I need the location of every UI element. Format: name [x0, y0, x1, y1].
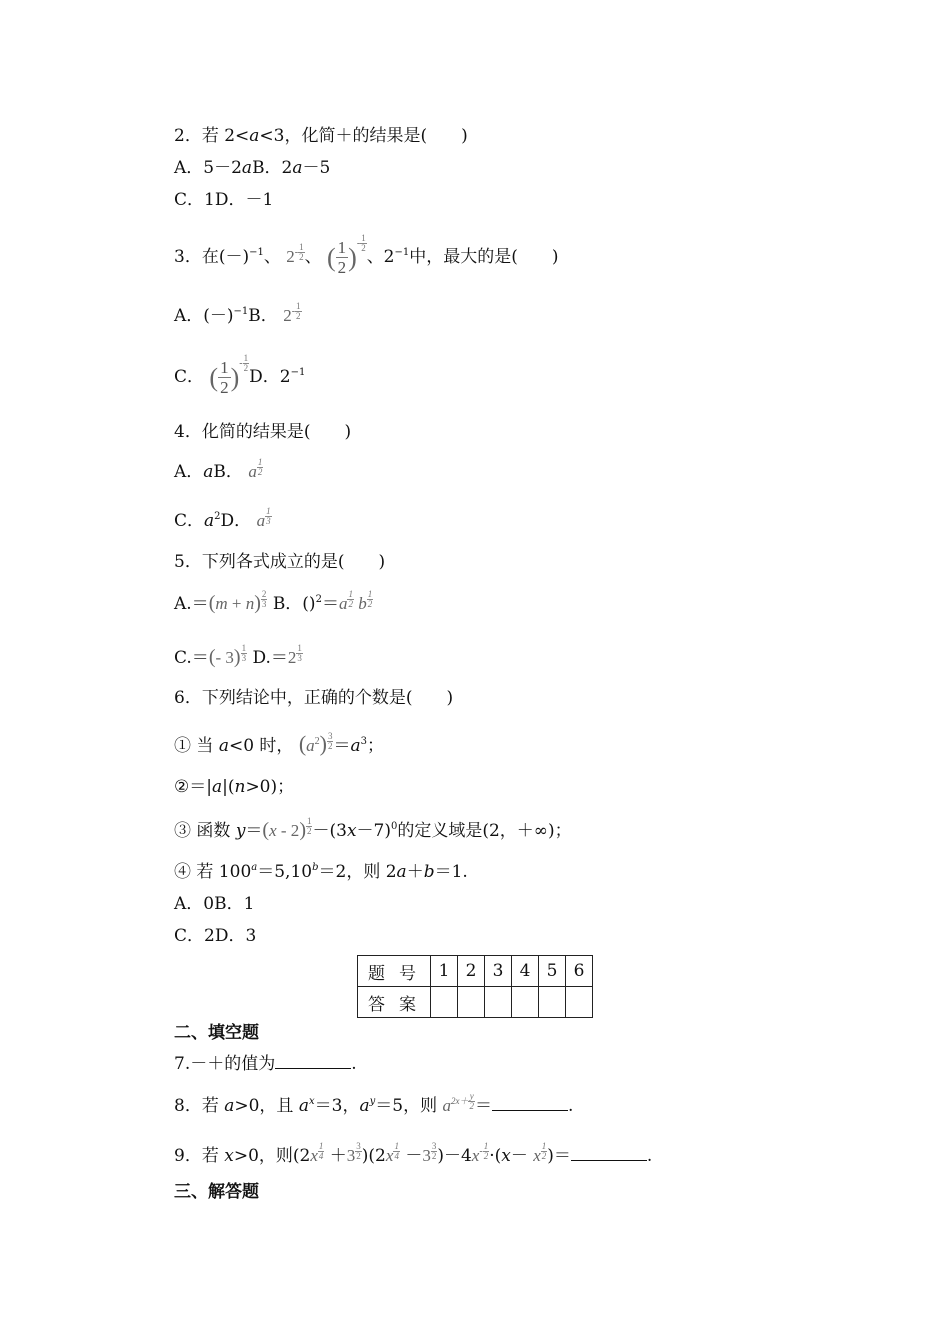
q4-options-ab: A．aB． a $^{\frac{1}{2}}$	[174, 457, 263, 482]
answer-table	[357, 955, 593, 1018]
q5-stem: 5．下列各式成立的是( )	[174, 552, 386, 572]
q2-options-cd: C．1D．－1	[174, 190, 274, 210]
q7-answer-blank[interactable]	[275, 1054, 351, 1069]
answer-table-number: 2	[458, 956, 485, 987]
q2-options-ab: A．5－2aB．2a－5	[174, 158, 331, 178]
answer-table-number: 6	[566, 956, 593, 987]
answer-table-answer-row	[358, 987, 593, 1018]
section-solve-title: 三、解答题	[174, 1182, 259, 1202]
q8-answer-blank[interactable]	[492, 1096, 568, 1111]
power-2-neg-half: $2^{- \frac{1}{2}}$	[286, 242, 304, 266]
answer-cell[interactable]	[485, 987, 512, 1018]
half-power-neg-half: ( $\frac{1}{2}$ )$^{- \frac{1}{2}}$	[327, 233, 366, 278]
answer-table-header-row	[358, 956, 593, 987]
section-fill-in-title: 二、填空题	[174, 1023, 259, 1043]
answer-table-label-number: 题号	[358, 956, 431, 987]
q6-options-ab: A．0B．1	[174, 894, 255, 914]
answer-cell[interactable]	[458, 987, 485, 1018]
q6-stem: 6．下列结论中，正确的个数是( )	[174, 688, 454, 708]
q3-options-ab: A．$(-)^{-1}B$． $2^{- \frac{1}{2}}$	[174, 301, 301, 326]
answer-table-number: 1	[431, 956, 458, 987]
answer-table-number: 4	[512, 956, 539, 987]
q6-options-cd: C．2D．3	[174, 926, 257, 946]
q5-options-ab: A.＝(m + n) $^{\frac{2}{3}}$ B．()$^2$＝a $^{\frac{1}{2}}$ b $^{\frac{1}{2}}$	[174, 589, 373, 614]
answer-cell[interactable]	[566, 987, 593, 1018]
q6-statement-1: ① 当 a<0 时， $(a^2)$ $^{\frac{3}{2}}$ $=a^3$；	[174, 731, 384, 756]
answer-cell[interactable]	[512, 987, 539, 1018]
q7: 7.－＋的值为 .	[174, 1054, 357, 1074]
q6-statement-3: ③ 函数 y＝(x - 2) $^{\frac{1}{2}}$ $-(3x-7)^0$的定义域是(2，＋∞)；	[174, 816, 572, 841]
q9: 9．若 x>0，则(2x $^{\frac{1}{4}}$ ＋3 $^{\frac{3}{2}}$ )(2x $^{\frac{1}{4}}$ －3 $^{\frac{3}{2}}$ )$-4x^{- \frac{1}{2}}$ ·(x－ x $^{\frac{1}{2}}$ )＝ .	[174, 1141, 653, 1166]
q3-stem: 3．在$(-)^{-1}$、 $2^{- \frac{1}{2}}$ 、 ( $\frac{1}{2}$ )$^{- \frac{1}{2}}$ 、$2^{-1}$中，最大的是( )	[174, 233, 559, 278]
answer-table-number: 3	[485, 956, 512, 987]
answer-cell[interactable]	[539, 987, 566, 1018]
q8: 8．若 a>0，且 $a^x=3$，$a^y=5$，则 $a^{2x+ \frac{y}{2}}$ ＝ .	[174, 1091, 574, 1116]
answer-cell[interactable]	[431, 987, 458, 1018]
q9-answer-blank[interactable]	[571, 1146, 647, 1161]
q4-stem: 4．化简的结果是( )	[174, 422, 352, 442]
q6-statement-2: ②＝|a|(n>0)；	[174, 777, 295, 797]
q5-options-cd: C.＝(- 3) $^{\frac{1}{3}}$ D.＝2 $^{\frac{1}{3}}$	[174, 643, 302, 668]
q4-options-cd: C．$a^2D$． a $^{\frac{1}{3}}$	[174, 506, 271, 531]
answer-table-number: 5	[539, 956, 566, 987]
q3-options-cd: C． ( $\frac{1}{2}$ )$^{- \frac{1}{2}}$ D．$2^{-1}$	[174, 353, 306, 398]
q6-statement-4: ④ 若 $100^a=5,10^b=2$，则 2a＋b＝1.	[174, 862, 468, 882]
q2-stem: 2．若 2<a<3，化简＋的结果是( )	[174, 126, 468, 146]
answer-table-label-answer: 答案	[358, 987, 431, 1018]
